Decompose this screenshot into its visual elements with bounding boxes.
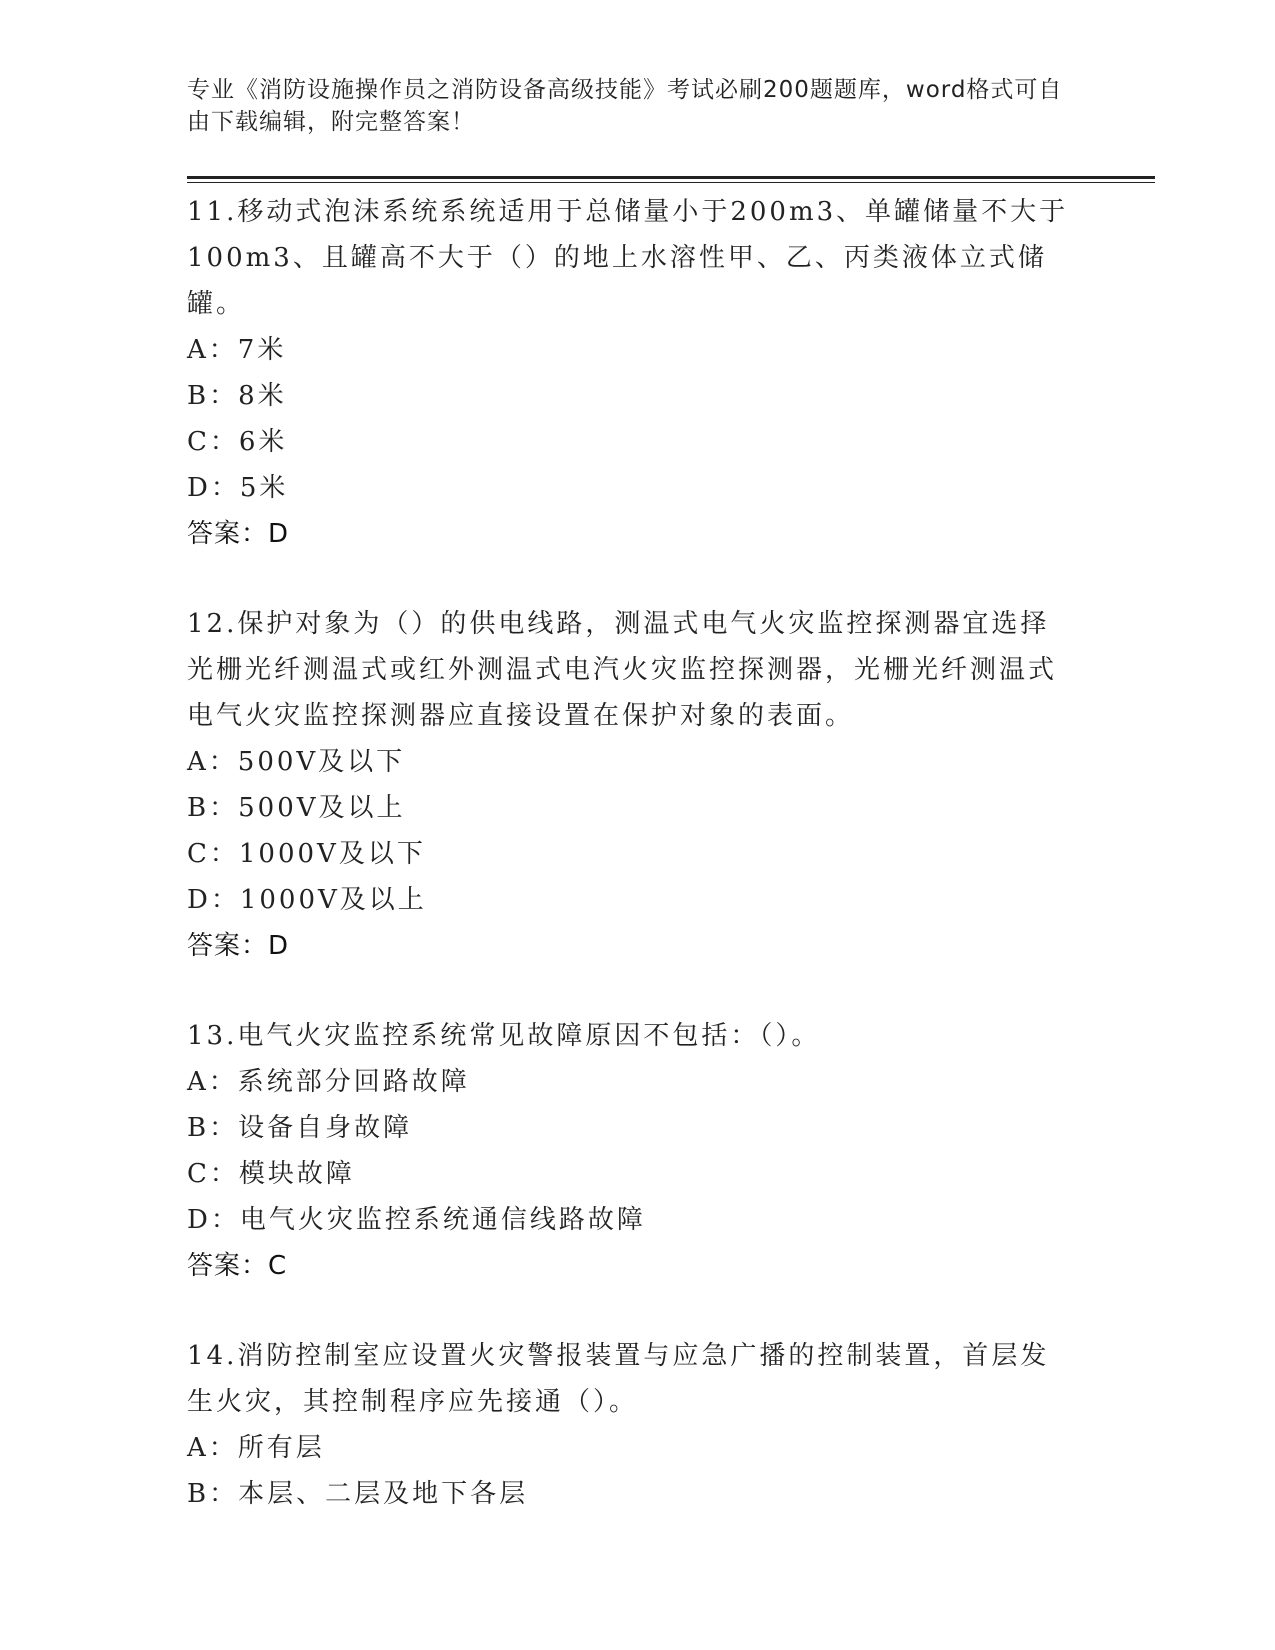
header-divider-thin [187, 182, 1155, 183]
option-c: C：6米 [187, 427, 288, 457]
question-list [187, 189, 1087, 1561]
option-b: B：500V及以上 [187, 793, 406, 823]
answer-line: 答案：D [187, 519, 290, 549]
option-d: D：电气火灾监控系统通信线路故障 [187, 1205, 646, 1235]
option-d: D：5米 [187, 473, 289, 503]
option-b: B：本层、二层及地下各层 [187, 1479, 529, 1509]
option-a: A：系统部分回路故障 [187, 1067, 470, 1097]
option-c: C：1000V及以下 [187, 839, 426, 869]
question-stem: 11.移动式泡沫系统系统适用于总储量小于200m3、单罐储量不大于100m3、且罐高不大于（）的地上水溶性甲、乙、丙类液体立式储罐。 [187, 197, 1069, 319]
answer-line: 答案：D [187, 931, 290, 961]
header-divider-thick [187, 176, 1155, 179]
option-d: D：1000V及以上 [187, 885, 427, 915]
question-13 [187, 1013, 1087, 1289]
option-a: A：7米 [187, 335, 287, 365]
option-b: B：设备自身故障 [187, 1113, 413, 1143]
answer-line: 答案：C [187, 1251, 288, 1281]
document-header: 专业《消防设施操作员之消防设备高级技能》考试必刷200题题库，word格式可自由下载编辑，附完整答案！ [187, 77, 1063, 135]
question-stem: 13.电气火灾监控系统常见故障原因不包括：（）。 [187, 1021, 821, 1051]
question-11 [187, 189, 1087, 557]
question-14 [187, 1333, 1087, 1517]
option-c: C：模块故障 [187, 1159, 355, 1189]
option-a: A：500V及以下 [187, 747, 406, 777]
question-12 [187, 601, 1087, 969]
option-b: B：8米 [187, 381, 287, 411]
option-a: A：所有层 [187, 1433, 325, 1463]
question-stem: 14.消防控制室应设置火灾警报装置与应急广播的控制装置，首层发生火灾，其控制程序应先接通（）。 [187, 1341, 1050, 1417]
question-stem: 12.保护对象为（）的供电线路，测温式电气火灾监控探测器宜选择光栅光纤测温式或红外测温式电汽火灾监控探测器，光栅光纤测温式电气火灾监控探测器应直接设置在保护对象的表面。 [187, 609, 1058, 731]
